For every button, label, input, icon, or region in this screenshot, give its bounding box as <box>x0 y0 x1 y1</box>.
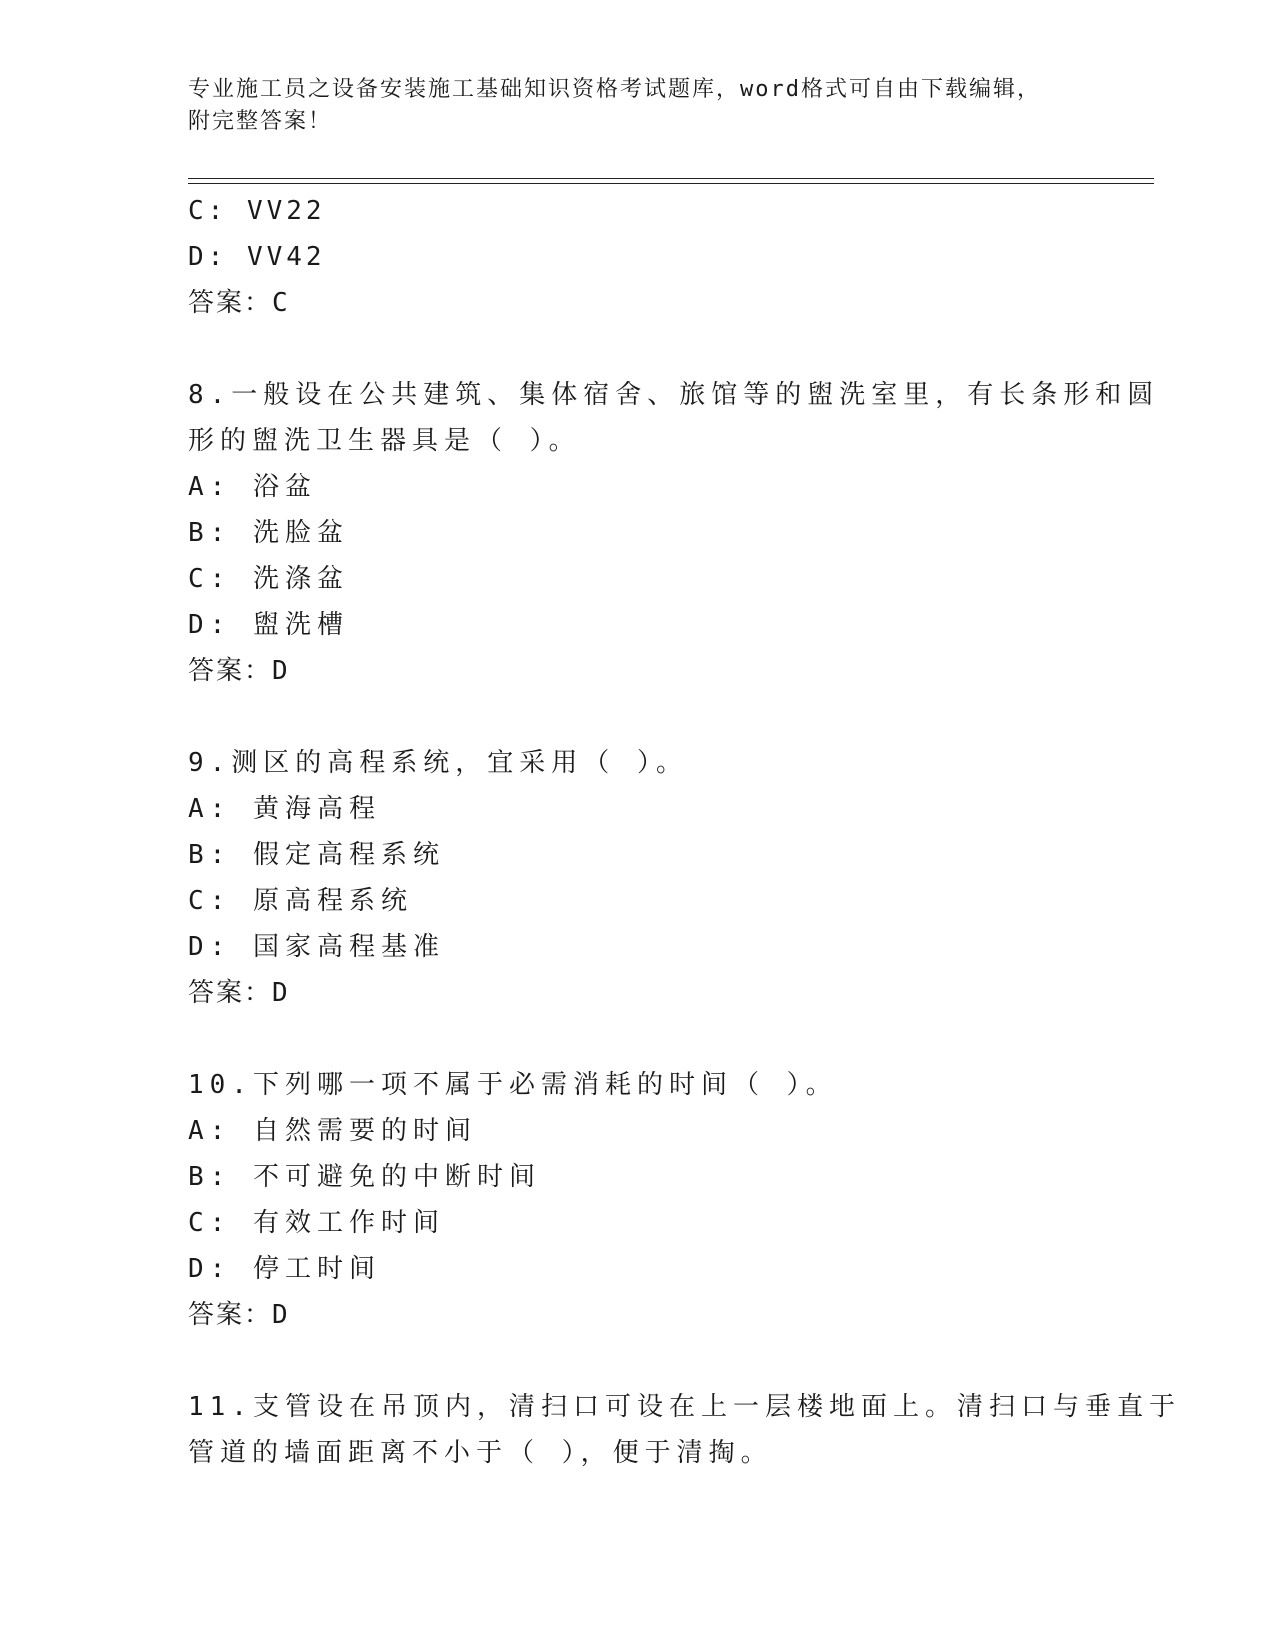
answer: 答案：D <box>188 656 290 686</box>
spacer <box>188 1338 1088 1384</box>
question-text-line: 9.测区的高程系统，宜采用（ ）。 <box>188 748 688 778</box>
spacer <box>188 1016 1088 1062</box>
option-b: B: 洗脸盆 <box>188 518 349 548</box>
option-b: B: 不可避免的中断时间 <box>188 1162 541 1192</box>
option-c: C: VV22 <box>188 196 326 226</box>
option-d: D: VV42 <box>188 242 326 272</box>
question-8 <box>188 372 1160 694</box>
option-d: D: 盥洗槽 <box>188 610 349 640</box>
question-list <box>188 188 1181 1476</box>
question-text-line: 11.支管设在吊顶内，清扫口可设在上一层楼地面上。清扫口与垂直于 <box>188 1392 1181 1422</box>
option-c: C: 原高程系统 <box>188 886 413 916</box>
option-d: D: 停工时间 <box>188 1254 381 1284</box>
option-d: D: 国家高程基准 <box>188 932 445 962</box>
question-text-line: 管道的墙面距离不小于（ ），便于清掏。 <box>188 1438 773 1468</box>
header-line-2: 附完整答案！ <box>188 109 333 134</box>
question-text-line: 形的盥洗卫生器具是（ ）。 <box>188 426 581 456</box>
question-text-line: 10.下列哪一项不属于必需消耗的时间（ ）。 <box>188 1070 838 1100</box>
option-a: A: 自然需要的时间 <box>188 1116 477 1146</box>
answer: 答案：C <box>188 288 290 318</box>
header-rule-bottom <box>188 183 1154 184</box>
header-line-1: 专业施工员之设备安装施工基础知识资格考试题库，word格式可自由下载编辑， <box>188 77 1041 102</box>
header-rule-top <box>188 178 1154 179</box>
question-9 <box>188 740 1088 1016</box>
question-text-line: 8.一般设在公共建筑、集体宿舍、旅馆等的盥洗室里，有长条形和圆 <box>188 380 1160 410</box>
option-c: C: 洗涤盆 <box>188 564 349 594</box>
answer: 答案：D <box>188 1300 290 1330</box>
question-10 <box>188 1062 1088 1338</box>
option-c: C: 有效工作时间 <box>188 1208 445 1238</box>
spacer <box>188 326 1088 372</box>
document-header <box>188 74 1088 138</box>
question-11 <box>188 1384 1181 1476</box>
option-a: A: 浴盆 <box>188 472 317 502</box>
answer: 答案：D <box>188 978 290 1008</box>
option-a: A: 黄海高程 <box>188 794 381 824</box>
question-7-tail <box>188 188 1088 326</box>
spacer <box>188 694 1088 740</box>
option-b: B: 假定高程系统 <box>188 840 445 870</box>
